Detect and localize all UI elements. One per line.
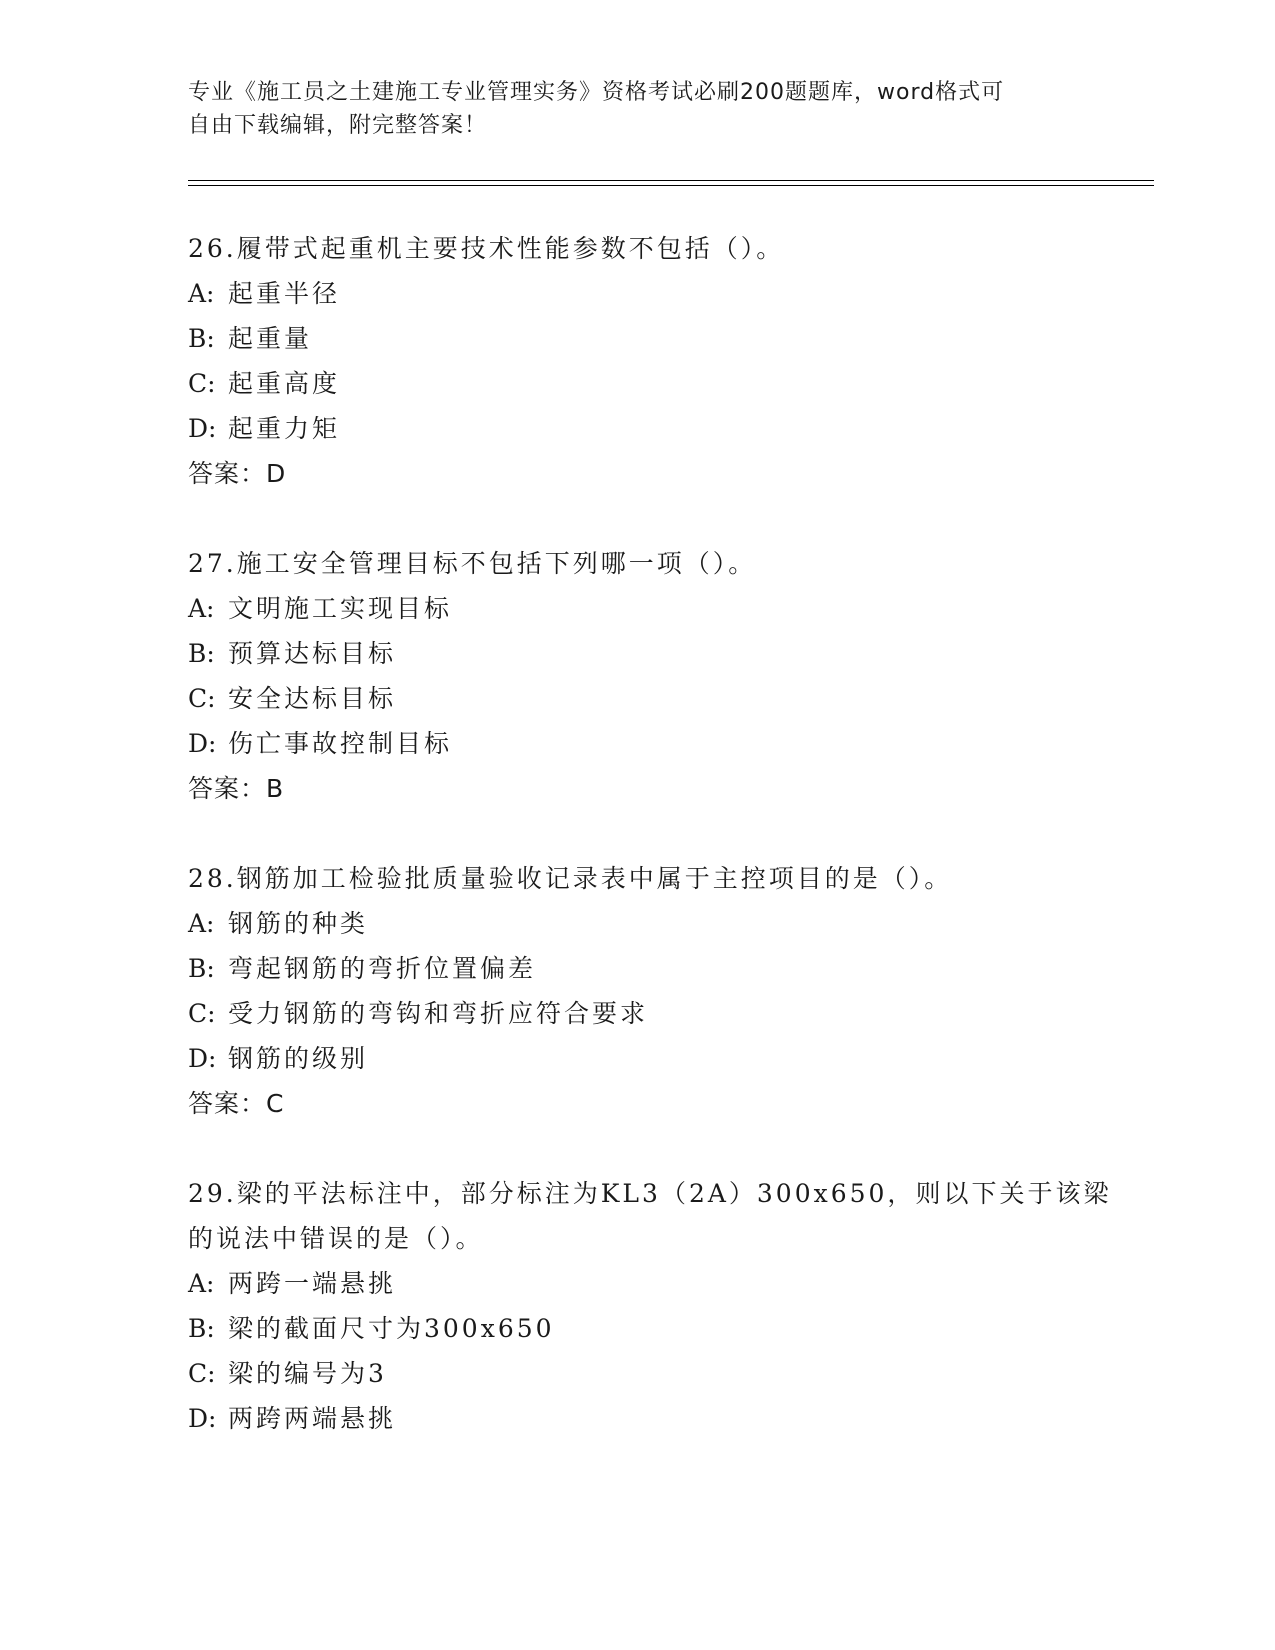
answer-line: 答案：C: [188, 1089, 285, 1118]
question-stem: 26.履带式起重机主要技术性能参数不包括（）。: [188, 234, 785, 263]
document-header: [188, 76, 1068, 142]
option-d: [188, 1036, 1088, 1081]
option-letter: D:: [188, 414, 217, 443]
option-b: [188, 946, 1088, 991]
option-a: [188, 586, 1088, 631]
question-stem: 27.施工安全管理目标不包括下列哪一项（）。: [188, 549, 757, 578]
question-stem-line-1: 29.梁的平法标注中，部分标注为KL3（2A）300x650，则以下关于该梁: [188, 1179, 1112, 1208]
option-text: 起重半径: [228, 279, 341, 308]
question-stem: 28.钢筋加工检验批质量验收记录表中属于主控项目的是（）。: [188, 864, 953, 893]
question-29: [188, 1171, 1112, 1441]
option-text: 钢筋的级别: [228, 1044, 369, 1073]
option-a: [188, 1261, 1088, 1306]
option-a: [188, 271, 1088, 316]
option-letter: C:: [188, 1359, 216, 1388]
option-text: 文明施工实现目标: [228, 594, 453, 623]
option-letter: A:: [188, 909, 215, 938]
option-letter: C:: [188, 369, 216, 398]
option-letter: B:: [188, 639, 215, 668]
option-b: [188, 631, 1088, 676]
option-letter: D:: [188, 729, 217, 758]
option-text: 安全达标目标: [228, 684, 397, 713]
option-letter: A:: [188, 1269, 215, 1298]
option-c: [188, 1351, 1088, 1396]
option-d: [188, 1396, 1088, 1441]
option-text: 钢筋的种类: [228, 909, 369, 938]
option-c: [188, 991, 1088, 1036]
option-c: [188, 676, 1088, 721]
question-27: [188, 541, 1088, 811]
header-line-1: 专业《施工员之土建施工专业管理实务》资格考试必刷200题题库，word格式可: [188, 80, 1005, 105]
option-letter: B:: [188, 324, 215, 353]
option-text: 伤亡事故控制目标: [228, 729, 453, 758]
option-text: 弯起钢筋的弯折位置偏差: [228, 954, 537, 983]
question-26: [188, 226, 1088, 496]
option-letter: C:: [188, 999, 216, 1028]
option-letter: D:: [188, 1404, 217, 1433]
option-text: 起重量: [228, 324, 313, 353]
option-letter: D:: [188, 1044, 217, 1073]
answer-line: 答案：B: [188, 774, 285, 803]
question-stem-line-2: 的说法中错误的是（）。: [188, 1224, 484, 1253]
option-text: 梁的编号为3: [228, 1359, 387, 1388]
option-letter: A:: [188, 279, 215, 308]
header-line-2: 自由下载编辑，附完整答案！: [188, 113, 488, 138]
option-text: 两跨两端悬挑: [228, 1404, 397, 1433]
option-text: 起重高度: [228, 369, 341, 398]
option-letter: A:: [188, 594, 215, 623]
option-c: [188, 361, 1088, 406]
option-text: 梁的截面尺寸为300x650: [228, 1314, 555, 1343]
option-b: [188, 1306, 1088, 1351]
option-d: [188, 721, 1088, 766]
option-text: 预算达标目标: [228, 639, 397, 668]
option-d: [188, 406, 1088, 451]
header-divider-top: [188, 180, 1154, 181]
option-letter: B:: [188, 1314, 215, 1343]
option-a: [188, 901, 1088, 946]
option-letter: C:: [188, 684, 216, 713]
question-28: [188, 856, 1088, 1126]
header-divider-bottom: [188, 185, 1154, 186]
answer-line: 答案：D: [188, 459, 287, 488]
option-text: 两跨一端悬挑: [228, 1269, 397, 1298]
option-letter: B:: [188, 954, 215, 983]
option-b: [188, 316, 1088, 361]
option-text: 受力钢筋的弯钩和弯折应符合要求: [228, 999, 649, 1028]
option-text: 起重力矩: [228, 414, 341, 443]
